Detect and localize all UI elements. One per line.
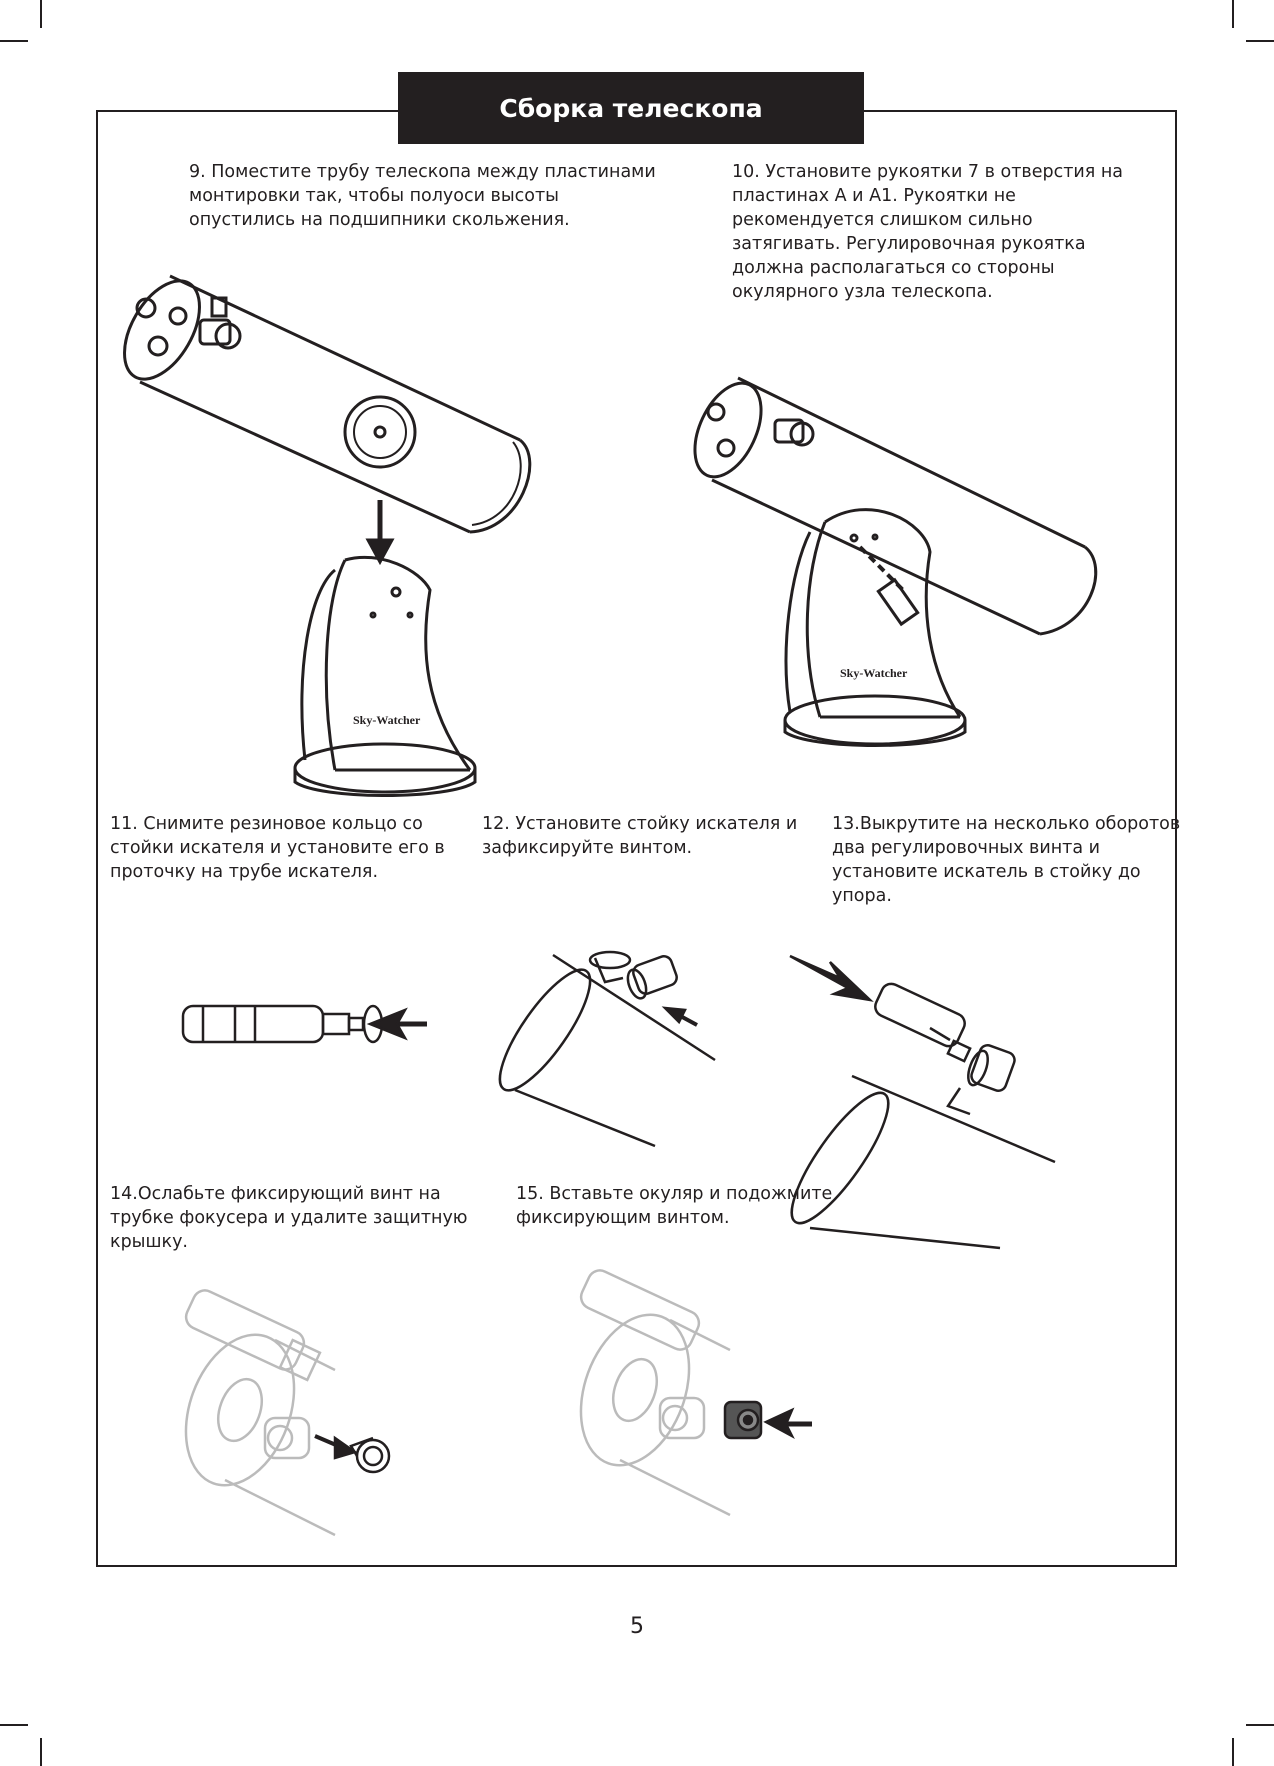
page-number: 5	[630, 1614, 644, 1639]
step-11-illustration	[175, 996, 435, 1056]
step-11-text: 11. Снимите резиновое кольцо со стойки искателя и установите его в проточку на трубе искателя.	[110, 814, 445, 882]
finder-scope-icon	[182, 1287, 320, 1380]
step-9-illustration	[120, 270, 540, 810]
crop-mark	[1232, 0, 1234, 28]
eyepiece-icon	[725, 1402, 761, 1438]
handle-icon	[860, 547, 918, 624]
telescope-tube-icon	[681, 373, 1095, 634]
page-title: Сборка телескопа	[398, 72, 864, 144]
step-14-illustration	[185, 1300, 405, 1540]
arrow-icon	[790, 956, 870, 1000]
brand-label: Sky-Watcher	[840, 666, 908, 680]
telescope-tube-icon	[486, 955, 715, 1146]
step-10-text: 10. Установите рукоятки 7 в отверстия на пластинах А и А1. Рукоятки не рекомендуется слишком сильно затягивать. Регулировочная рукоятка должна располагаться со стороны окулярного узла телескопа.	[732, 162, 1124, 302]
telescope-tube-icon	[777, 1076, 1055, 1248]
finder-scope-icon	[872, 981, 970, 1062]
crop-mark	[0, 1724, 28, 1726]
step-14-text: 14.Ослабьте фиксирующий винт на трубке фокусера и удалите защитную крышку.	[110, 1184, 468, 1252]
step-13-illustration	[790, 948, 1060, 1248]
step-9-text: 9. Поместите трубу телескопа между пластинами монтировки так, чтобы полуоси высоты опустились на подшипники скольжения.	[189, 162, 656, 230]
step-15-illustration	[580, 1280, 820, 1520]
finder-bracket-icon	[948, 1043, 1017, 1114]
step-13-text: 13.Выкрутите на несколько оборотов два регулировочных винта и установите искатель в стойку до упора.	[832, 814, 1181, 906]
crop-mark	[1232, 1738, 1234, 1766]
step-15-text: 15. Вставьте окуляр и подожмите фиксирующим винтом.	[516, 1184, 833, 1228]
brand-label: Sky-Watcher	[353, 713, 421, 727]
dust-cap-icon	[351, 1438, 389, 1472]
crop-mark	[1246, 1724, 1274, 1726]
crop-mark	[40, 0, 42, 28]
finder-bracket-icon	[590, 952, 679, 1001]
step-10-illustration	[690, 372, 1110, 772]
step-12-text: 12. Установите стойку искателя и зафиксируйте винтом.	[482, 814, 798, 858]
step-12-illustration	[505, 940, 735, 1150]
crop-mark	[1246, 40, 1274, 42]
dobson-base-icon	[295, 557, 475, 795]
dobson-base-icon	[785, 510, 965, 746]
crop-mark	[40, 1738, 42, 1766]
crop-mark	[0, 40, 28, 42]
finder-scope-icon	[183, 1006, 363, 1042]
telescope-tube-icon	[109, 268, 530, 532]
